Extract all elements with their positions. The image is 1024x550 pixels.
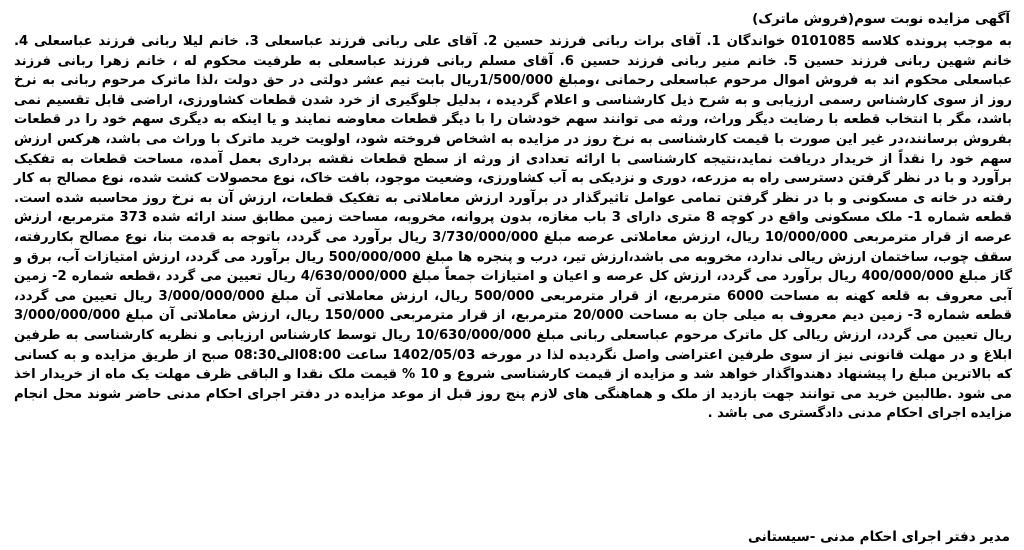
notice-body: به موجب پرونده کلاسه 0101085 خواندگان 1. آقای برات ربانی فرزند حسین 2. آقای علی ربانی فرزند عباسعلی 3. خانم لیلا ربانی فرزند عباسعلی 4. خانم شهین ربانی فرزند حسین 5. خانم منیر ربانی فرزند حسین 6. آقای مسلم ربانی فرزند عباسعلی به طرفیت محکوم له ، خانم زهرا ربانی فرزند عباسعلی محکوم اند به فروش اموال مرحوم عباسعلی رحمانی ،ومبلغ 1/500/000ریال بابت نیم عشر دولتی در حق دولت ،لذا ماترک مرحوم ربانی به نرخ روز از سوی کارشناس رسمی ارزیابی و به شرح ذیل کارشناسی و اعلام گردیده ، بدلیل جلوگیری از خرد شدن قطعات کشاورزی، اراضی قابل تقسیم نمی باشد، مگر با انتخاب قطعه با رضایت دیگر وراث، ورثه می توانند سهم خودشان را با دیگر قطعات معاوضه نمایند و یا اینکه به دیگری سهم خود را در قطعات بفروش برسانند،در غیر این صورت با قیمت کارشناسی به نرخ روز در مزایده به اشخاص فروخته شود، اولویت خرید ماترک با وراث می باشد، هرکس ارزش سهم خود را نقداً از خریدار دریافت نماید،نتیجه کارشناسی با ارائه تعدادی از ورثه از سطح قطعات نقشه برداری بعمل آمده، مساحت قطعات به تفکیک برآورد و با در نظر گرفتن دسترسی راه به مزرعه، دوری و نزدیکی به آب کشاورزی، وضعیت موجود، بافت خاک، نوع محصولات کشت شده، نوع مصالح به کار رفته در خانه ی مسکونی و با در نظر گرفتن تمامی عوامل تاثیرگذار در برآورد ارزش معاملاتی به تفکیک قطعات، ارزش آن به نرخ روز محاسبه شده است. قطعه شماره 1- ملک مسکونی واقع در کوچه 8 متری دارای 3 باب مغازه، بدون پروانه، مخروبه، مساحت زمین مطابق سند ارائه شده 373 مترمربع، ارزش عرصه از قرار مترمربعی 10/000/000 ریال، ارزش معاملاتی عرصه مبلغ 3/730/000/000 ریال برآورد می گردد، باتوجه به قدمت بنا، نوع مصالح بکاررفته، سقف چوب، ساختمان ارزش ریالی ندارد، مخروبه می باشد،ارزش تیر، درب و پنجره ها مبلغ 500/000/000 ریال برآورد می گردد، ارزش امتیازات آب، برق و گاز مبلغ 400/000/000 ریال برآورد می گردد، ارزش کل عرصه و اعیان و امتیازات جمعاً مبلغ 4/630/000/000 ریال تعیین می گردد ،قطعه شماره 2- زمین آبی معروف به قلعه کهنه به مساحت 6000 مترمربع، از قرار مترمربعی 500/000 ریال، ارزش معاملاتی آن مبلغ 3/000/000/000 ریال تعیین می گردد، قطعه شماره 3- زمین دیم معروف به میلی جان به مساحت 20/000 مترمربع، از قرار مترمربعی 150/000 ریال، ارزش معاملاتی آن مبلغ 3/000/000/000 ریال تعیین می گردد، ارزش ریالی کل ماترک مرحوم عباسعلی ربانی مبلغ 10/630/000/000 ریال توسط کارشناس ارزیابی و نظریه کارشناسی به طرفین ابلاغ و در مهلت قانونی نیز از سوی طرفین اعتراضی واصل نگردیده لذا در مورخه 1402/05/03 ساعت 08:00الی08:30 صبح از طریق مزایده و به کسانی که بالاترین مبلغ را پیشنهاد دهندواگذار خواهد شد و مزایده از قیمت کارشناسی شروع و 10 % قیمت ملک نقدا و الباقی ظرف مهلت یک ماه از خریدار اخذ می شود .طالبین خرید می توانند جهت بازدید از ملک و هماهنگی های لازم پنج روز قبل از موعد مزایده در دفتر اجرای احکام مدنی حاضر شوند محل انجام مزایده اجرای احکام مدنی دادگستری می باشد . xyxy=(14,34,1013,422)
notice-title: آگهی مزایده نوبت سوم(فروش ماترک) xyxy=(752,11,1010,27)
notice-signature: مدیر دفتر اجرای احکام مدنی -سیستانی xyxy=(747,529,1010,545)
